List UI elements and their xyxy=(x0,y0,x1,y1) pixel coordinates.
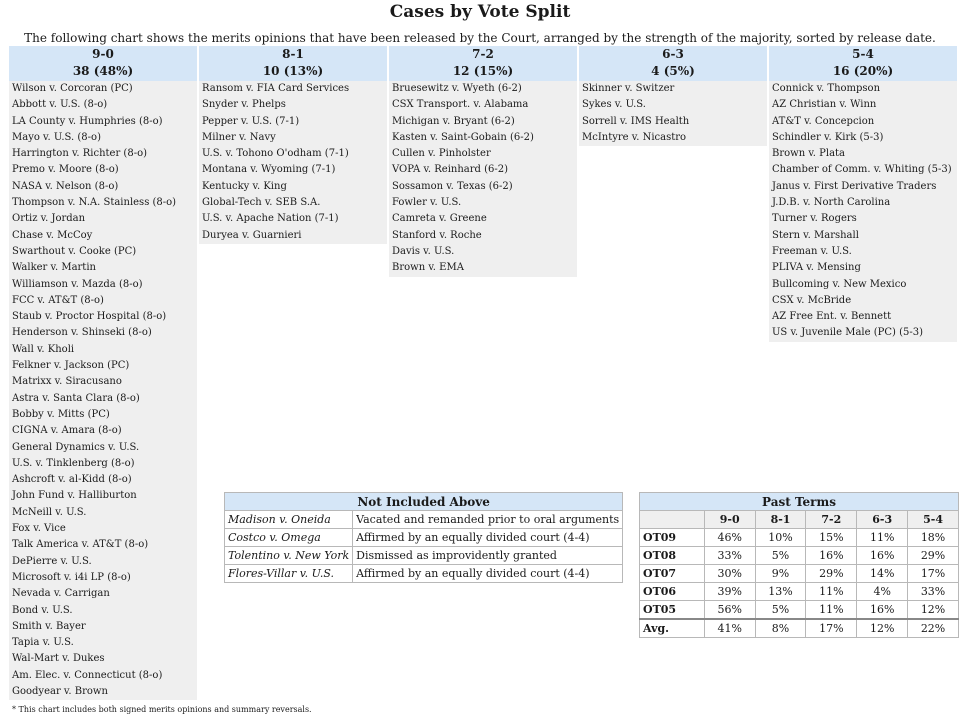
percent-cell: 22% xyxy=(908,619,959,638)
case-item: Kasten v. Saint-Gobain (6-2) xyxy=(392,131,534,143)
case-item: Connick v. Thompson xyxy=(772,83,881,94)
column-header xyxy=(199,46,387,81)
column-split-label: 5-4 xyxy=(852,47,874,61)
case-item: Bobby v. Mitts (PC) xyxy=(12,408,110,420)
column-7-2 xyxy=(389,46,577,277)
case-list xyxy=(769,81,957,342)
case-item: Chamber of Comm. v. Whiting (5-3) xyxy=(772,164,952,176)
column-header xyxy=(9,46,197,81)
case-item: Wilson v. Corcoran (PC) xyxy=(12,83,133,94)
case-item: Tapia v. U.S. xyxy=(12,637,74,649)
case-item: Astra v. Santa Clara (8-o) xyxy=(12,392,140,404)
percent-cell: 46% xyxy=(704,529,755,547)
case-item: DePierre v. U.S. xyxy=(12,555,92,567)
percent-cell: 13% xyxy=(755,583,806,601)
percent-cell: 15% xyxy=(806,529,857,547)
column-split-label: 6-3 xyxy=(662,47,684,61)
case-item: Brown v. Plata xyxy=(772,148,846,160)
percent-cell: 18% xyxy=(908,529,959,547)
case-item: NASA v. Nelson (8-o) xyxy=(12,180,119,192)
case-item: Bond v. U.S. xyxy=(12,604,73,616)
case-name: Tolentino v. New York xyxy=(225,547,353,565)
column-5-4 xyxy=(769,46,957,342)
case-item: LA County v. Humphries (8-o) xyxy=(12,115,163,127)
column-split-label: 7-2 xyxy=(472,47,494,61)
not-included-row xyxy=(225,565,623,583)
percent-cell: 16% xyxy=(857,547,908,565)
case-name: Costco v. Omega xyxy=(225,529,353,547)
case-item: Abbott v. U.S. (8-o) xyxy=(12,99,108,111)
disposition-note: Dismissed as improvidently granted xyxy=(353,547,623,565)
past-terms-row xyxy=(640,547,959,565)
case-item: J.D.B. v. North Carolina xyxy=(772,197,891,209)
column-summary: 10 (13%) xyxy=(262,64,324,78)
percent-cell: 30% xyxy=(704,565,755,583)
percent-cell: 8% xyxy=(755,619,806,638)
case-item: Freeman v. U.S. xyxy=(772,245,852,257)
past-terms-row xyxy=(640,565,959,583)
case-item: CIGNA v. Amara (8-o) xyxy=(12,425,122,437)
case-item: AT&T v. Concepcion xyxy=(772,115,875,127)
column-summary: 16 (20%) xyxy=(832,64,894,78)
past-terms-header: 6-3 xyxy=(857,511,908,529)
case-item: Thompson v. N.A. Stainless (8-o) xyxy=(12,197,177,209)
case-item: AZ Christian v. Winn xyxy=(772,99,877,111)
case-item: Smith v. Bayer xyxy=(12,620,86,632)
case-item: Schindler v. Kirk (5-3) xyxy=(772,131,884,143)
column-summary: 4 (5%) xyxy=(651,64,695,78)
case-item: VOPA v. Reinhard (6-2) xyxy=(392,164,509,176)
percent-cell: 16% xyxy=(857,601,908,620)
case-item: Walker v. Martin xyxy=(12,262,96,274)
case-item: Staub v. Proctor Hospital (8-o) xyxy=(12,311,167,323)
column-split-label: 9-0 xyxy=(92,47,114,61)
percent-cell: 29% xyxy=(806,565,857,583)
case-item: US v. Juvenile Male (PC) (5-3) xyxy=(772,327,923,339)
term-label: OT06 xyxy=(640,583,705,601)
case-item: Pepper v. U.S. (7-1) xyxy=(202,115,300,127)
not-included-row xyxy=(225,511,623,529)
case-item: Duryea v. Guarnieri xyxy=(202,229,302,241)
percent-cell: 14% xyxy=(857,565,908,583)
past-terms-header: 5-4 xyxy=(908,511,959,529)
column-8-1 xyxy=(199,46,387,244)
case-item: Henderson v. Shinseki (8-o) xyxy=(12,327,152,339)
percent-cell: 9% xyxy=(755,565,806,583)
case-item: Matrixx v. Siracusano xyxy=(12,376,122,388)
percent-cell: 11% xyxy=(857,529,908,547)
percent-cell: 12% xyxy=(857,619,908,638)
case-item: John Fund v. Halliburton xyxy=(12,490,137,502)
not-included-row xyxy=(225,547,623,565)
column-header xyxy=(389,46,577,81)
not-included-title: Not Included Above xyxy=(225,493,623,511)
case-item: U.S. v. Apache Nation (7-1) xyxy=(202,213,339,225)
page-subtitle: The following chart shows the merits opinions that have been released by the Court, arranged by the strength of the majority, sorted by release date. xyxy=(24,31,936,45)
case-item: Stern v. Marshall xyxy=(772,229,859,241)
case-name: Flores-Villar v. U.S. xyxy=(225,565,353,583)
case-item: Brown v. EMA xyxy=(392,262,464,274)
case-item: U.S. v. Tinklenberg (8-o) xyxy=(12,457,135,469)
percent-cell: 11% xyxy=(806,583,857,601)
case-item: Stanford v. Roche xyxy=(392,229,482,241)
column-split-label: 8-1 xyxy=(282,47,304,61)
case-item: McNeill v. U.S. xyxy=(12,506,87,518)
percent-cell: 17% xyxy=(806,619,857,638)
case-item: Goodyear v. Brown xyxy=(12,685,108,697)
percent-cell: 16% xyxy=(806,547,857,565)
past-terms-row xyxy=(640,529,959,547)
percent-cell: 56% xyxy=(704,601,755,620)
column-9-0 xyxy=(9,46,197,700)
percent-cell: 41% xyxy=(704,619,755,638)
percent-cell: 5% xyxy=(755,547,806,565)
case-item: Skinner v. Switzer xyxy=(582,83,675,94)
case-list xyxy=(9,81,197,700)
case-item: McIntyre v. Nicastro xyxy=(582,131,687,143)
case-item: Swarthout v. Cooke (PC) xyxy=(12,245,137,257)
case-item: Nevada v. Carrigan xyxy=(12,588,110,600)
term-label: OT07 xyxy=(640,565,705,583)
past-terms-header-row xyxy=(640,511,959,529)
not-included-row xyxy=(225,529,623,547)
percent-cell: 39% xyxy=(704,583,755,601)
past-terms-row xyxy=(640,601,959,620)
percent-cell: 10% xyxy=(755,529,806,547)
case-item: Kentucky v. King xyxy=(202,180,287,192)
percent-cell: 17% xyxy=(908,565,959,583)
footnote: * This chart includes both signed merits opinions and summary reversals. xyxy=(12,705,312,714)
case-list xyxy=(389,81,577,277)
case-list xyxy=(579,81,767,146)
case-item: Sykes v. U.S. xyxy=(582,99,646,111)
case-item: Michigan v. Bryant (6-2) xyxy=(392,115,515,127)
case-item: Janus v. First Derivative Traders xyxy=(772,180,937,192)
case-item: Cullen v. Pinholster xyxy=(392,148,491,160)
case-item: Premo v. Moore (8-o) xyxy=(12,164,119,176)
case-item: Microsoft v. i4i LP (8-o) xyxy=(12,571,131,583)
case-item: Milner v. Navy xyxy=(202,131,276,143)
case-item: Williamson v. Mazda (8-o) xyxy=(12,278,143,290)
past-terms-row xyxy=(640,583,959,601)
term-label: OT05 xyxy=(640,601,705,620)
percent-cell: 5% xyxy=(755,601,806,620)
case-item: Felkner v. Jackson (PC) xyxy=(12,360,130,372)
case-item: Ortiz v. Jordan xyxy=(12,213,86,225)
percent-cell: 4% xyxy=(857,583,908,601)
case-item: U.S. v. Tohono O'odham (7-1) xyxy=(202,148,349,160)
past-terms-header: 7-2 xyxy=(806,511,857,529)
past-terms-header: 8-1 xyxy=(755,511,806,529)
case-item: Camreta v. Greene xyxy=(392,213,487,225)
case-item: Chase v. McCoy xyxy=(12,229,93,241)
not-included-table xyxy=(224,492,623,583)
term-label: OT08 xyxy=(640,547,705,565)
case-item: Fowler v. U.S. xyxy=(392,197,462,209)
column-summary: 12 (15%) xyxy=(452,64,514,78)
case-item: Global-Tech v. SEB S.A. xyxy=(202,197,321,209)
disposition-note: Affirmed by an equally divided court (4-4) xyxy=(353,529,623,547)
case-item: Sossamon v. Texas (6-2) xyxy=(392,180,513,192)
case-item: PLIVA v. Mensing xyxy=(772,262,861,274)
percent-cell: 29% xyxy=(908,547,959,565)
case-item: Bruesewitz v. Wyeth (6-2) xyxy=(392,83,522,94)
percent-cell: 33% xyxy=(908,583,959,601)
column-6-3 xyxy=(579,46,767,146)
case-item: CSX Transport. v. Alabama xyxy=(392,99,529,111)
case-item: AZ Free Ent. v. Bennett xyxy=(772,311,892,323)
case-item: Turner v. Rogers xyxy=(772,213,857,225)
past-terms-header: 9-0 xyxy=(704,511,755,529)
case-item: General Dynamics v. U.S. xyxy=(12,441,140,453)
case-item: Wall v. Kholi xyxy=(12,343,75,355)
page-title: Cases by Vote Split xyxy=(389,2,571,22)
case-item: Bullcoming v. New Mexico xyxy=(772,278,907,290)
term-label: Avg. xyxy=(640,619,705,638)
term-label: OT09 xyxy=(640,529,705,547)
column-header xyxy=(769,46,957,81)
past-terms-table xyxy=(639,492,959,638)
corner-cell xyxy=(640,511,705,529)
case-name: Madison v. Oneida xyxy=(225,511,353,529)
disposition-note: Affirmed by an equally divided court (4-4) xyxy=(353,565,623,583)
column-header xyxy=(579,46,767,81)
case-list xyxy=(199,81,387,244)
case-item: CSX v. McBride xyxy=(772,294,852,306)
case-item: Snyder v. Phelps xyxy=(202,99,286,111)
case-item: Mayo v. U.S. (8-o) xyxy=(12,131,101,143)
case-item: Fox v. Vice xyxy=(12,523,66,535)
past-terms-title: Past Terms xyxy=(640,493,959,511)
case-item: Ashcroft v. al-Kidd (8-o) xyxy=(12,474,132,486)
case-item: Wal-Mart v. Dukes xyxy=(12,653,105,665)
case-item: Ransom v. FIA Card Services xyxy=(202,83,350,94)
case-item: Talk America v. AT&T (8-o) xyxy=(12,539,149,551)
case-item: Harrington v. Richter (8-o) xyxy=(12,148,147,160)
case-item: Davis v. U.S. xyxy=(392,245,455,257)
case-item: Montana v. Wyoming (7-1) xyxy=(202,164,336,176)
percent-cell: 11% xyxy=(806,601,857,620)
disposition-note: Vacated and remanded prior to oral arguments xyxy=(353,511,623,529)
percent-cell: 33% xyxy=(704,547,755,565)
percent-cell: 12% xyxy=(908,601,959,620)
case-item: FCC v. AT&T (8-o) xyxy=(12,294,104,306)
column-summary: 38 (48%) xyxy=(72,64,134,78)
case-item: Sorrell v. IMS Health xyxy=(582,115,690,127)
past-terms-average-row xyxy=(640,619,959,638)
case-item: Am. Elec. v. Connecticut (8-o) xyxy=(12,669,163,681)
